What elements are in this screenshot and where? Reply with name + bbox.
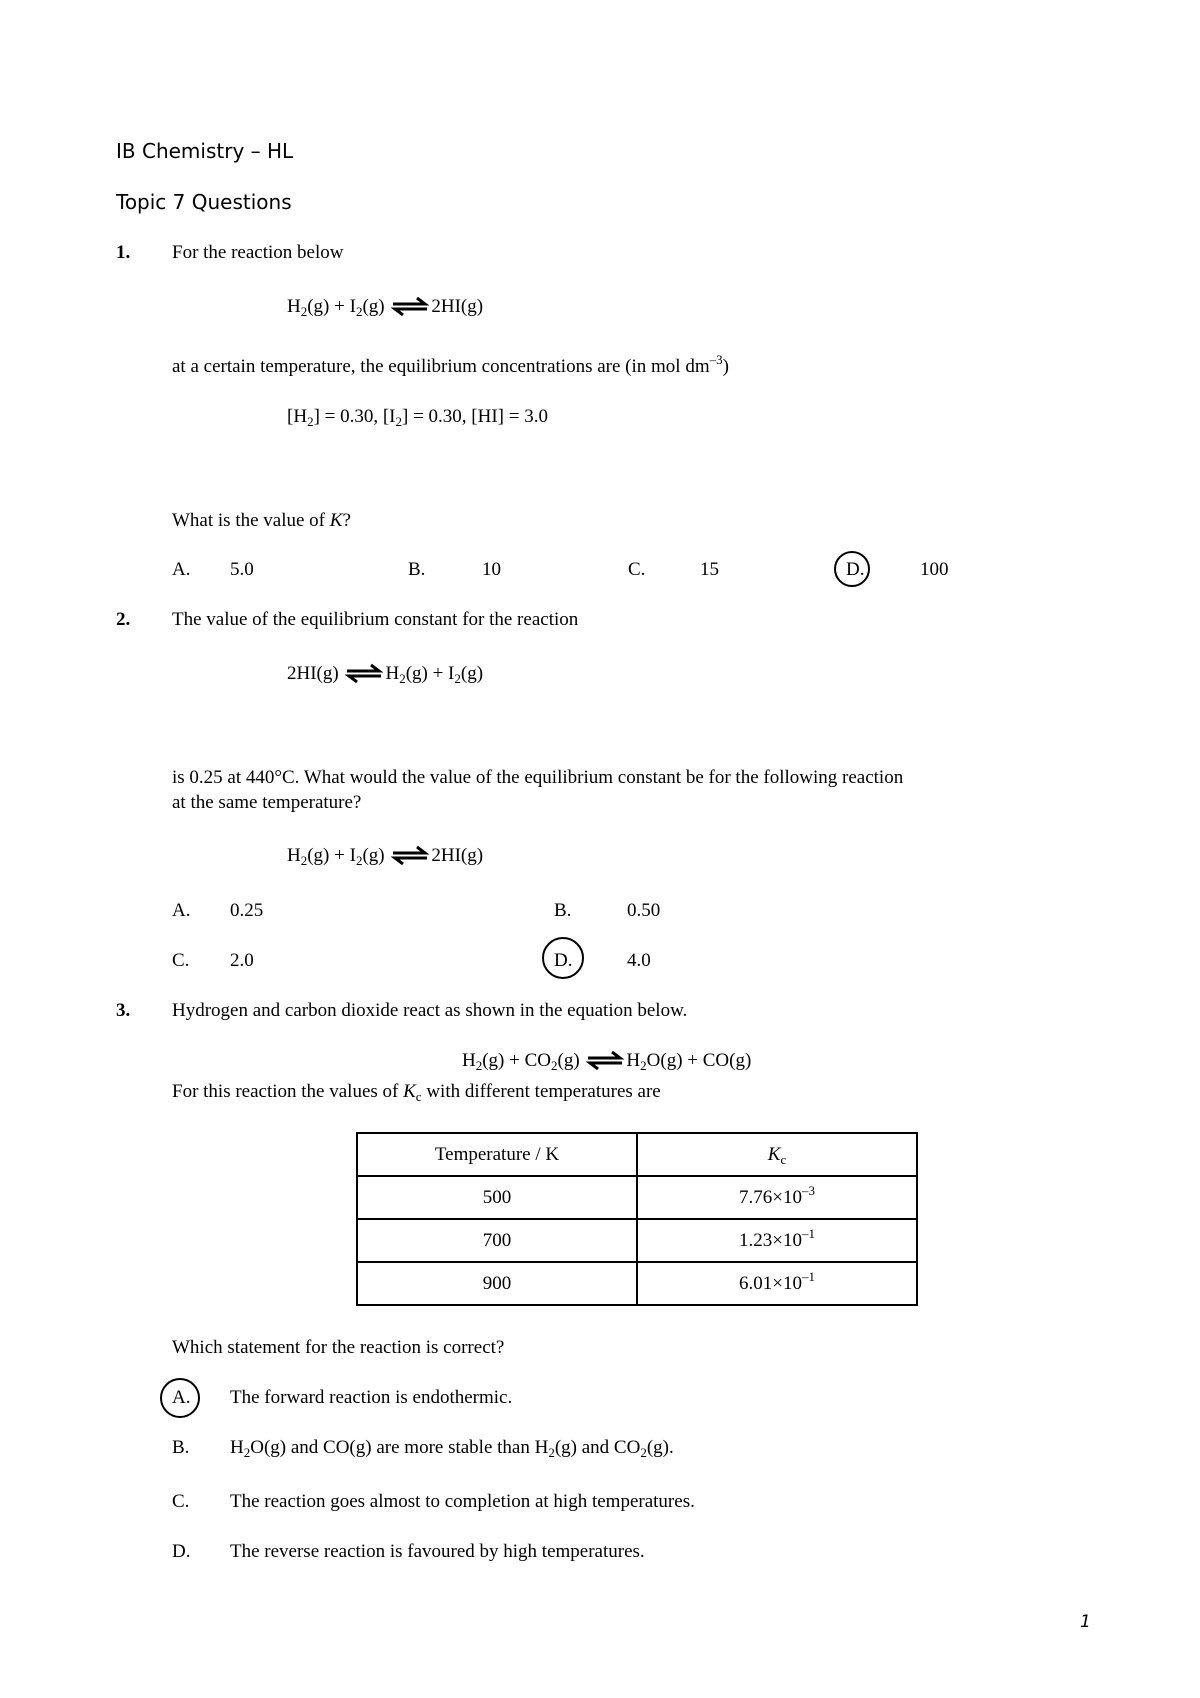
q3-option-c-text: The reaction goes almost to completion at high temperatures. bbox=[230, 1491, 695, 1512]
q3-option-a-letter: A. bbox=[172, 1387, 191, 1408]
page-number: 1 bbox=[1080, 1612, 1091, 1632]
q2-option-d-letter: D. bbox=[554, 950, 573, 971]
q3-option-d-text: The reverse reaction is favoured by high temperatures. bbox=[230, 1541, 645, 1562]
q2-option-b-letter: B. bbox=[554, 900, 572, 921]
table-cell-kc: $1.23\times 10^{-1}$ bbox=[637, 1219, 917, 1262]
table-cell-temperature: 700 bbox=[357, 1219, 637, 1262]
table-header-kc: $K_c$ bbox=[637, 1133, 917, 1176]
equilibrium-arrow-icon bbox=[391, 845, 429, 865]
q2-option-c-letter: C. bbox=[172, 950, 190, 971]
table-row bbox=[357, 1176, 917, 1219]
q1-option-a-letter: A. bbox=[172, 559, 191, 580]
q1-concentration-values: $[H_2] = 0.30$, $[I_2] = 0.30$, [HI] = 3.0 bbox=[287, 406, 548, 429]
equilibrium-arrow-icon bbox=[586, 1050, 624, 1070]
table-header-temperature: Temperature / K bbox=[357, 1133, 637, 1176]
q1-option-d-letter: D. bbox=[846, 559, 865, 580]
q1-answer-circle bbox=[834, 551, 870, 587]
q3-option-a-text: The forward reaction is endothermic. bbox=[230, 1387, 513, 1408]
q2-option-d-value: 4.0 bbox=[627, 950, 651, 971]
table-cell-kc: $7.76\times 10^{-3}$ bbox=[637, 1176, 917, 1219]
q1-option-b-letter: B. bbox=[408, 559, 426, 580]
q2-number: 2. bbox=[116, 609, 131, 630]
q1-option-b-value: 10 bbox=[482, 559, 501, 580]
q3-equation: $H_2(g) + CO_2(g) H_2O(g) + CO(g)$ bbox=[462, 1050, 752, 1073]
q1-option-d-value: 100 bbox=[920, 559, 949, 580]
table-cell-temperature: 900 bbox=[357, 1262, 637, 1305]
q1-number: 1. bbox=[116, 242, 131, 263]
q2-answer-circle bbox=[542, 937, 584, 979]
q3-intro: Hydrogen and carbon dioxide react as shown in the equation below. bbox=[172, 1000, 688, 1021]
q2-option-b-value: 0.50 bbox=[627, 900, 661, 921]
q3-option-b-letter: B. bbox=[172, 1437, 190, 1458]
q2-option-a-letter: A. bbox=[172, 900, 191, 921]
q1-concentration-text: at a certain temperature, the equilibrium concentrations are (in mol $dm^{-3}$) bbox=[172, 352, 729, 377]
q3-number: 3. bbox=[116, 1000, 131, 1021]
q2-intro: The value of the equilibrium constant for the reaction bbox=[172, 609, 579, 630]
q3-question: Which statement for the reaction is correct? bbox=[172, 1337, 505, 1358]
q3-option-d-letter: D. bbox=[172, 1541, 191, 1562]
q2-statement-line2: at the same temperature? bbox=[172, 792, 362, 813]
q3-option-b-text: $H_2O(g)$ and CO(g) are more stable than $H_2(g)$ and $CO_2(g)$. bbox=[230, 1437, 674, 1460]
q2-option-c-value: 2.0 bbox=[230, 950, 254, 971]
q2-equation-forward: $H_2(g) + I_2(g)$ 2HI(g) bbox=[287, 845, 484, 868]
table-cell-kc: $6.01\times 10^{-1}$ bbox=[637, 1262, 917, 1305]
q1-question: What is the value of K? bbox=[172, 510, 351, 531]
kc-table bbox=[356, 1132, 918, 1306]
q3-kc-statement: For this reaction the values of $K_c$ with different temperatures are bbox=[172, 1081, 661, 1104]
q1-equation: $H_2(g) + I_2(g)$ 2HI(g) bbox=[287, 296, 484, 319]
table-cell-temperature: 500 bbox=[357, 1176, 637, 1219]
q2-equation-reverse: 2HI(g) $H_2(g) + I_2(g)$ bbox=[287, 663, 484, 686]
q3-option-c-letter: C. bbox=[172, 1491, 190, 1512]
topic-title: Topic 7 Questions bbox=[116, 190, 292, 214]
q1-option-c-letter: C. bbox=[628, 559, 646, 580]
course-title: IB Chemistry – HL bbox=[116, 139, 294, 163]
equilibrium-arrow-icon bbox=[391, 296, 429, 316]
q1-intro: For the reaction below bbox=[172, 242, 344, 263]
q1-option-a-value: 5.0 bbox=[230, 559, 254, 580]
table-header-row bbox=[357, 1133, 917, 1176]
equilibrium-arrow-icon bbox=[345, 663, 383, 683]
table-row bbox=[357, 1219, 917, 1262]
q2-option-a-value: 0.25 bbox=[230, 900, 264, 921]
q2-statement-line1: is 0.25 at 440°C. What would the value of the equilibrium constant be for the following reaction bbox=[172, 767, 904, 788]
q1-option-c-value: 15 bbox=[700, 559, 719, 580]
table-row bbox=[357, 1262, 917, 1305]
